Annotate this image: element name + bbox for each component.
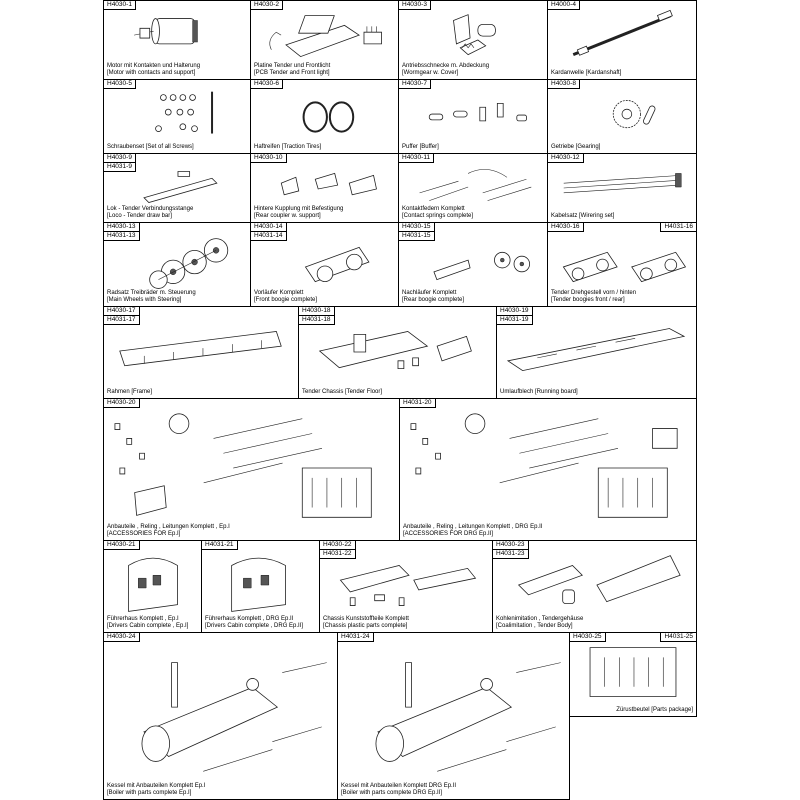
part-cell-buffer: [398, 79, 548, 154]
part-code: H4031-24: [338, 633, 374, 642]
part-cell-cardanshaft: [547, 0, 697, 80]
part-cell-tender-chassis: [298, 306, 497, 399]
part-cell-rear-coupler: [250, 153, 399, 223]
part-label: Tender Chassis [Tender Floor]: [302, 389, 383, 395]
part-cell-contact-springs: [398, 153, 548, 223]
part-code: H4031-15: [399, 232, 435, 241]
part-label: Vorläufer Komplett [Front boogie complete]: [254, 290, 318, 303]
part-cell-gearing: [547, 79, 697, 154]
part-label: Lok - Tender Verbindungsstange [Loco - Tender draw bar]: [107, 206, 194, 219]
part-cell-cabin-ep1: [103, 540, 202, 633]
part-code: H4031-23: [493, 550, 529, 559]
part-cell-front-boogie: [250, 222, 399, 307]
part-label: Schraubenset [Set of all Screws]: [107, 144, 194, 150]
part-cell-main-wheels: [103, 222, 251, 307]
parts-package-drawing: [570, 633, 696, 716]
part-cell-tires: [250, 79, 399, 154]
part-cell-cabin-ep2: [201, 540, 320, 633]
part-code: H4031-13: [104, 232, 140, 241]
part-code: H4031-19: [497, 316, 533, 325]
part-label: Nachläufer Komplett [Rear boogie complete]: [402, 290, 465, 303]
part-label: Kohlenimitation , Tendergehäuse [Coalimitation , Tender Body]: [496, 616, 584, 629]
part-label: Zürustbeutel [Parts package]: [616, 707, 693, 713]
part-cell-chassis-plastic: [319, 540, 493, 633]
part-code: H4030-15: [399, 223, 435, 232]
part-code: H4030-11: [399, 154, 434, 163]
part-code: H4030-19: [497, 307, 533, 316]
part-code: H4030-13: [104, 223, 140, 232]
part-cell-frame: [103, 306, 299, 399]
part-code: H4031-18: [299, 316, 335, 325]
part-label: Antriebsschnecke m. Abdeckung [Wormgear w. Cover]: [402, 63, 490, 76]
part-label: Kessel mit Anbauteilen Komplett DRG Ep.II [Boiler with parts complete DRG Ep.II]: [341, 783, 457, 796]
part-cell-running-board: [496, 306, 697, 399]
part-code: H4030-18: [299, 307, 335, 316]
part-code: H4030-16: [548, 223, 584, 232]
part-cell-parts-package: [569, 632, 697, 717]
part-cell-accessories-ep1: [103, 398, 400, 541]
part-label: Haftreifen [Traction Tires]: [254, 144, 322, 150]
cardanshaft-drawing: [548, 1, 696, 79]
part-label: Hintere Kupplung mit Befestigung [Rear coupler w. support]: [254, 206, 344, 219]
part-label: Führerhaus Komplett , DRG Ep.II [Drivers Cabin complete , DRG Ep.II]: [205, 616, 304, 629]
part-label: Kessel mit Anbauteilen Komplett Ep.I [Boiler with parts complete Ep.I]: [107, 783, 206, 796]
part-code: H4030-17: [104, 307, 140, 316]
part-code: H4031-9: [104, 163, 136, 172]
part-cell-pcb: [250, 0, 399, 80]
part-code: H4030-12: [548, 154, 584, 163]
part-cell-drawbar: [103, 153, 251, 223]
part-cell-accessories-ep2: [399, 398, 697, 541]
part-code: H4030-8: [548, 80, 580, 89]
part-label: Getriebe [Gearing]: [551, 144, 601, 150]
part-label: Anbauteile , Reling , Leitungen Komplett , DRG Ep.II [ACCESSORIES FOR DRG Ep.II]: [403, 524, 543, 537]
part-code: H4030-5: [104, 80, 136, 89]
part-label: Motor mit Kontakten und Halterung [Motor with contacts and support]: [107, 63, 201, 76]
part-cell-rear-boogie: [398, 222, 548, 307]
part-cell-tender-boogies: [547, 222, 697, 307]
part-label: Tender Drehgestell vorn / hinten [Tender boogies front / rear]: [551, 290, 637, 303]
part-code: H4030-22: [320, 541, 356, 550]
buffer-drawing: [399, 80, 547, 153]
part-code: H4030-7: [399, 80, 431, 89]
part-code: H4031-21: [202, 541, 238, 550]
part-cell-tender-body: [492, 540, 697, 633]
part-code: H4031-22: [320, 550, 356, 559]
part-label: Chassis Kunststoffteile Komplett [Chassis plastic parts complete]: [323, 616, 409, 629]
part-label: Platine Tender und Frontlicht [PCB Tender and Front light]: [254, 63, 331, 76]
gearing-drawing: [548, 80, 696, 153]
part-code: H4031-20: [400, 399, 436, 408]
part-code: H4030-10: [251, 154, 287, 163]
part-cell-motor: [103, 0, 251, 80]
part-cell-boiler-ep1: [103, 632, 338, 800]
part-cell-wiring: [547, 153, 697, 223]
accessories-ep2-drawing: [400, 399, 696, 540]
part-code: H4030-20: [104, 399, 140, 408]
part-label: Rahmen [Frame]: [107, 389, 153, 395]
part-cell-screws: [103, 79, 251, 154]
part-label: Führerhaus Komplett , Ep.I [Drivers Cabin complete , Ep.I]: [107, 616, 189, 629]
part-code: H4030-24: [104, 633, 140, 642]
part-code: H4031-16: [660, 223, 696, 232]
boiler-ep2-drawing: [338, 633, 569, 799]
part-label: Kabelsatz [Wirering set]: [551, 213, 615, 219]
part-label: Puffer [Buffer]: [402, 144, 439, 150]
part-code: H4030-3: [399, 1, 431, 10]
part-code: H4030-1: [104, 1, 136, 10]
part-code: H4030-9: [104, 154, 136, 163]
part-code: H4030-23: [493, 541, 529, 550]
part-label: Anbauteile , Reling , Leitungen Komplett , Ep.I [ACCESSORIES FOR Ep.I]: [107, 524, 230, 537]
accessories-ep1-drawing: [104, 399, 399, 540]
boiler-ep1-drawing: [104, 633, 337, 799]
part-code: H4031-25: [660, 633, 696, 642]
part-label: Kardanwelle [Kardanshaft]: [551, 70, 622, 76]
part-code: H4000-4: [548, 1, 580, 10]
part-code: H4031-14: [251, 232, 287, 241]
screws-drawing: [104, 80, 250, 153]
part-code: H4030-14: [251, 223, 287, 232]
part-label: Radsatz Treibräder m. Steuerung [Main Wheels with Steering]: [107, 290, 196, 303]
part-cell-wormgear: [398, 0, 548, 80]
part-code: H4031-17: [104, 316, 140, 325]
tires-drawing: [251, 80, 398, 153]
part-code: H4030-25: [570, 633, 606, 642]
wiring-drawing: [548, 154, 696, 222]
part-label: Kontaktfedern Komplett [Contact springs complete]: [402, 206, 474, 219]
part-label: Umlaufblech [Running board]: [500, 389, 578, 395]
part-cell-boiler-ep2: [337, 632, 570, 800]
part-code: H4030-6: [251, 80, 283, 89]
part-code: H4030-21: [104, 541, 140, 550]
part-code: H4030-2: [251, 1, 283, 10]
